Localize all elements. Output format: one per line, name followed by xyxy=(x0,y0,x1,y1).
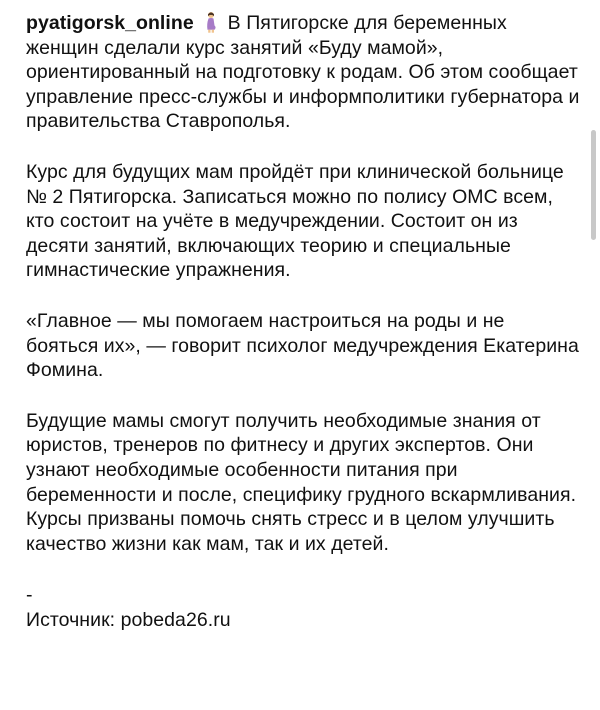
source-text: Источник: pobeda26.ru xyxy=(26,609,231,632)
scrollbar[interactable] xyxy=(591,130,596,240)
caption-paragraph-3: «Главное — мы помогаем настроиться на роды и не бояться их», — говорит психолог медучреждения Екатерина Фомина. xyxy=(26,309,579,382)
pregnant-woman-icon xyxy=(203,11,219,33)
caption-source xyxy=(26,608,582,633)
caption-paragraph-4: Будущие мамы смогут получить необходимые знания от юристов, тренеров по фитнесу и других экспертов. Они узнают необходимые особенности питания при беременности и после, специфику грудного вскармливания. Курсы призваны помочь снять стресс и в целом улучшить качество жизни как мам, так и их детей. xyxy=(26,409,577,555)
username-link[interactable]: pyatigorsk_online xyxy=(26,12,194,34)
caption-intro-text: В Пятигорске для беременных женщин сделали курс занятий «Буду мамой», ориентированный на подготовку к родам. Об этом сообщает управление пресс-службы и информполитики губернатора и правительства Ставрополья. xyxy=(26,12,580,133)
caption-paragraph-intro xyxy=(26,11,582,134)
caption-dash: - xyxy=(26,584,33,607)
post-caption xyxy=(26,11,582,633)
caption-paragraph-2: Курс для будущих мам пройдёт при клинической больнице № 2 Пятигорска. Записаться можно по полису ОМС всем, кто состоит на учёте в медучреждении. Состоит он из десяти занятий, включающих теорию и специальные гимнастические упражнения. xyxy=(26,160,564,282)
